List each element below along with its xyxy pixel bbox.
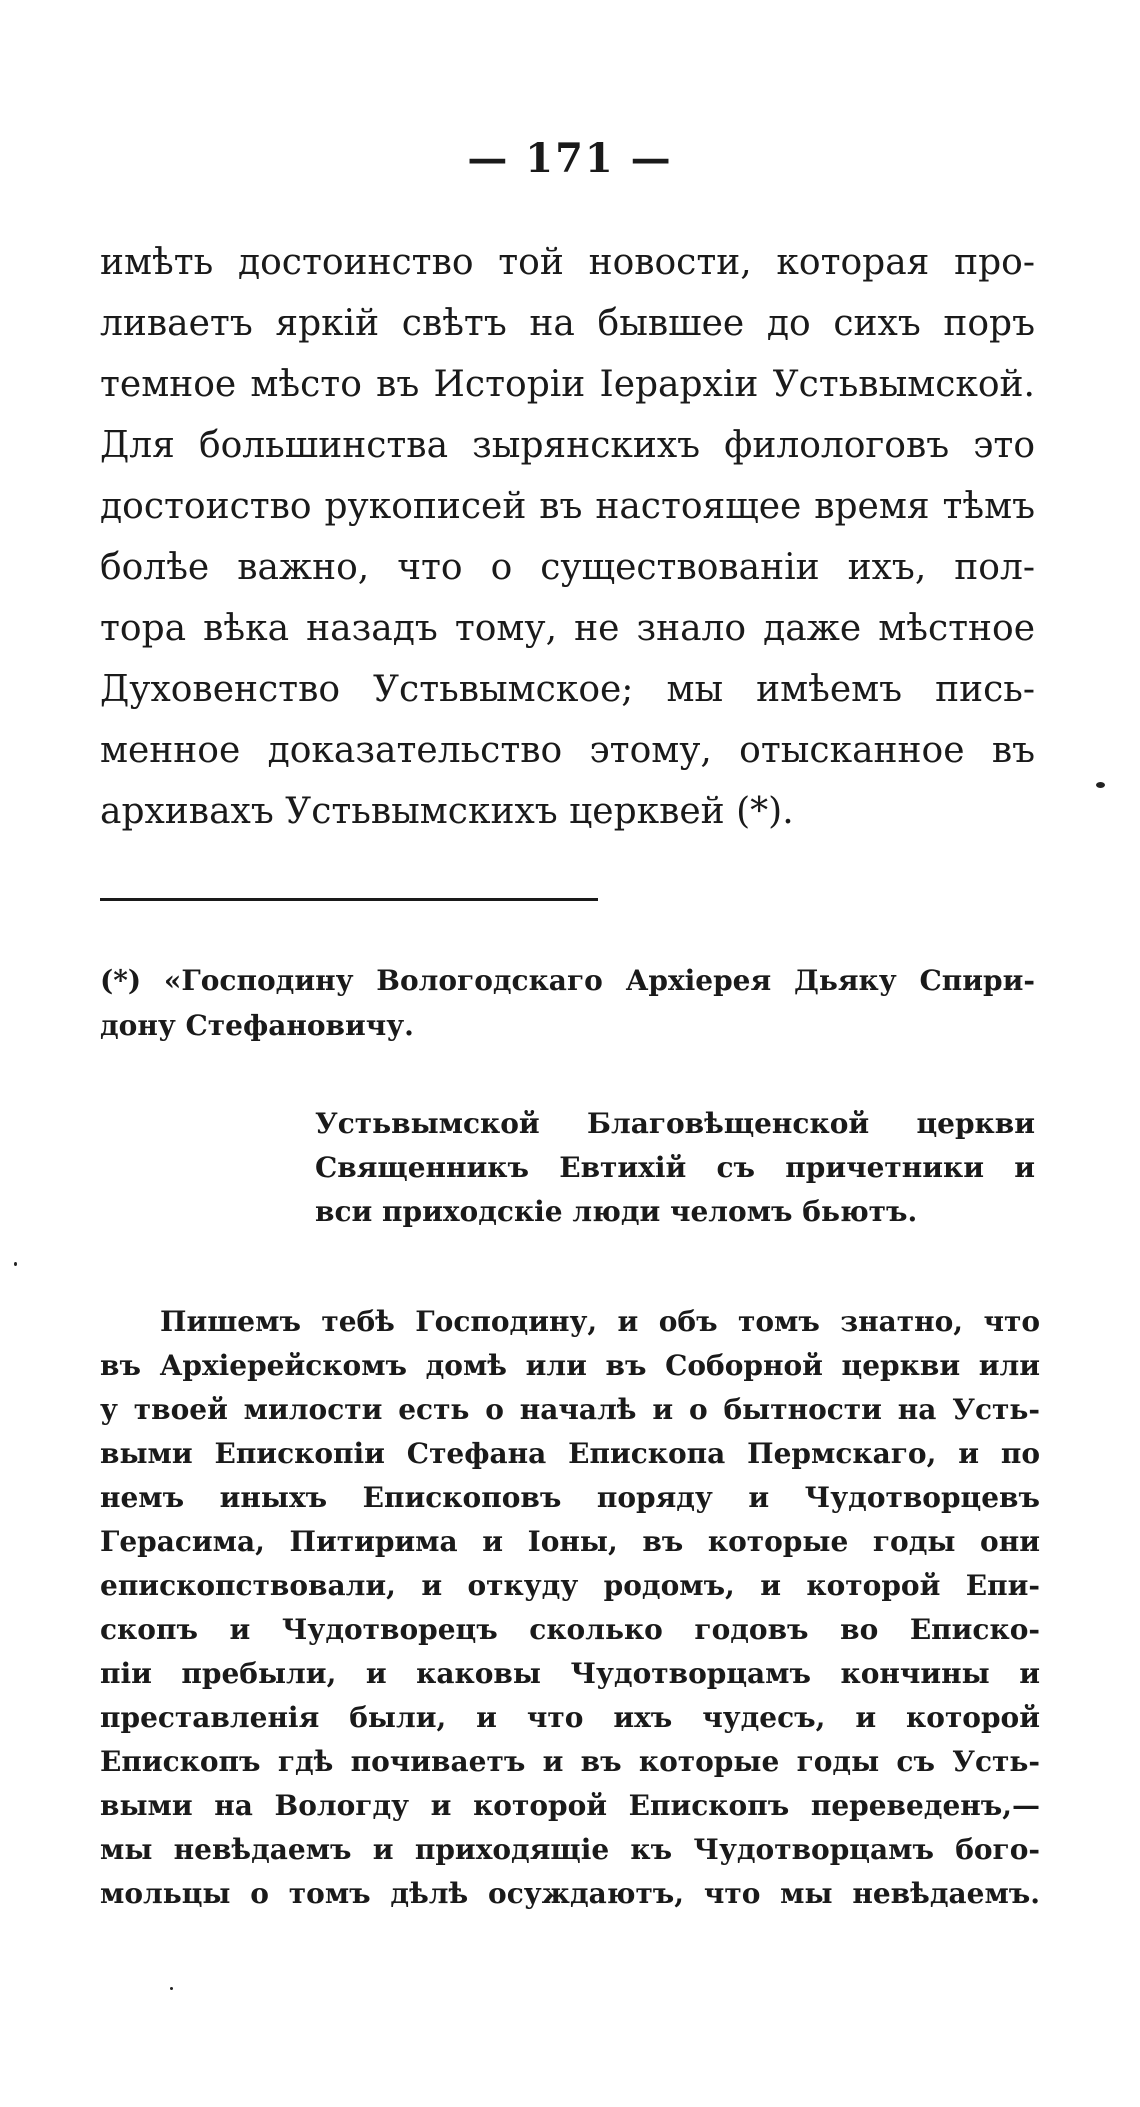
- footnote-lead: [100, 958, 1035, 1048]
- addressee-line: Устьвымской Благовѣщенской церкви: [315, 1107, 1035, 1140]
- letter-line: выми Епископіи Стефана Епископа Пермскаго, и по: [100, 1437, 1040, 1470]
- footnote-lead-line: дону Стефановичу.: [100, 1009, 414, 1042]
- main-text-line: архивахъ Устьвымскихъ церквей (*).: [100, 791, 794, 832]
- addressee-line: Священникъ Евтихій съ причетники и: [315, 1151, 1035, 1184]
- letter-line: епископствовали, и откуду родомъ, и которой Епи-: [100, 1569, 1040, 1602]
- letter-line: Епископъ гдѣ почиваетъ и въ которые годы съ Усть-: [100, 1745, 1040, 1778]
- letter-line: Пишемъ тебѣ Господину, и объ томъ знатно, что: [160, 1305, 1040, 1338]
- main-text-line: болѣе важно, что о существованіи ихъ, пол-: [100, 547, 1035, 588]
- letter-line: у твоей милости есть о началѣ и о бытности на Усть-: [100, 1393, 1040, 1426]
- letter-line: въ Архіерейскомъ домѣ или въ Соборной церкви или: [100, 1349, 1040, 1382]
- letter-body: [100, 1300, 1040, 1916]
- addressee-line: вси приходскіе люди челомъ бьютъ.: [315, 1195, 918, 1228]
- main-text-line: тора вѣка назадъ тому, не знало даже мѣстное: [100, 608, 1035, 649]
- letter-line: мы невѣдаемъ и приходящіе къ Чудотворцамъ бого-: [100, 1833, 1040, 1866]
- footnote-lead-line: (*) «Господину Вологодскаго Архіерея Дьяку Спири-: [100, 964, 1035, 997]
- main-text-line: Духовенство Устьвымское; мы имѣемъ пись-: [100, 669, 1035, 710]
- letter-line: мольцы о томъ дѣлѣ осуждаютъ, что мы невѣдаемъ.: [100, 1877, 1040, 1910]
- letter-line: Герасима, Питирима и Іоны, въ которые годы они: [100, 1525, 1040, 1558]
- scan-speck: [14, 1262, 17, 1266]
- letter-addressee: [315, 1102, 1035, 1234]
- letter-line: выми на Вологду и которой Епископъ переведенъ,—: [100, 1789, 1040, 1822]
- main-text: [100, 232, 1035, 842]
- scan-speck: [1096, 782, 1105, 788]
- main-text-line: Для большинства зырянскихъ филологовъ это: [100, 425, 1035, 466]
- main-text-line: темное мѣсто въ Исторіи Іерархіи Устьвымской.: [100, 364, 1035, 405]
- page-number: — 171 —: [467, 135, 673, 182]
- main-text-line: менное доказательство этому, отысканное въ: [100, 730, 1035, 771]
- main-text-line: имѣть достоинство той новости, которая про-: [100, 242, 1035, 283]
- scan-speck: [170, 1987, 173, 1990]
- footnote-divider: [100, 898, 598, 901]
- letter-line: преставленія были, и что ихъ чудесъ, и которой: [100, 1701, 1040, 1734]
- letter-line: скопъ и Чудотворецъ сколько годовъ во Еписко-: [100, 1613, 1040, 1646]
- main-text-line: достоиство рукописей въ настоящее время тѣмъ: [100, 486, 1035, 527]
- letter-line: немъ иныхъ Епископовъ поряду и Чудотворцевъ: [100, 1481, 1040, 1514]
- letter-line: піи пребыли, и каковы Чудотворцамъ кончины и: [100, 1657, 1040, 1690]
- main-text-line: ливаетъ яркій свѣтъ на бывшее до сихъ поръ: [100, 303, 1035, 344]
